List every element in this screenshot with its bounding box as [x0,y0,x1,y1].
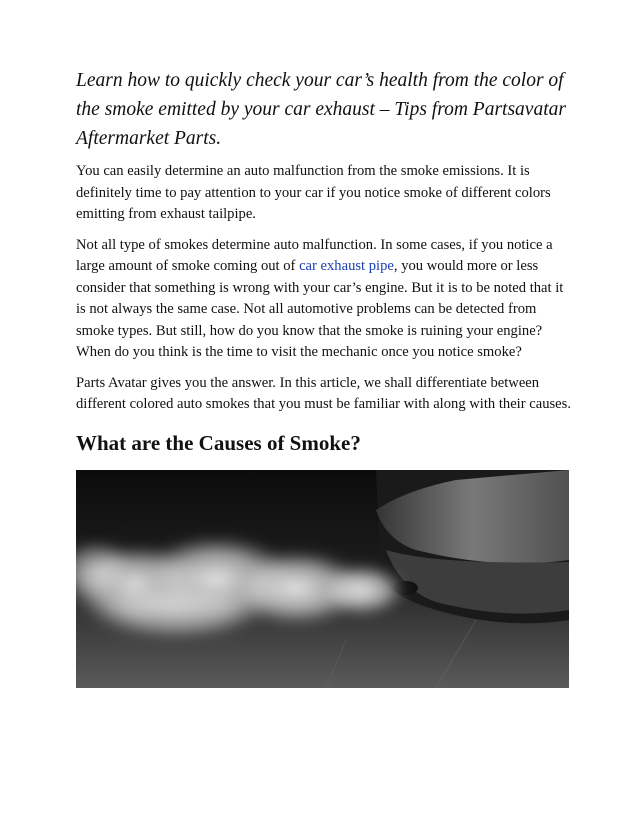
paragraph-3: Parts Avatar gives you the answer. In this article, we shall differentiate between different colored auto smokes that you must be familiar with along with their causes. [76,374,571,412]
exhaust-smoke-image [76,470,569,688]
exhaust-smoke-photo [76,470,569,688]
paragraph-2-text-before: Not all type of smokes determine auto malfunction. In some cases, if you notice a large amount of smoke coming out of [76,236,553,274]
article-body [76,66,574,456]
paragraph-1: You can easily determine an auto malfunction from the smoke emissions. It is definitely time to pay attention to your car if you notice smoke of different colors emitting from exhaust tailpipe. [76,163,551,222]
paragraph-2-text-after: , you would more or less consider that something is wrong with your car’s engine. But it is to be noted that it is not always the same case. Not all automotive problems can be detected from smoke types. But still, how do you know that the smoke is ruining your engine? When do you think is the time to visit the mechanic once you notice smoke? [76,258,564,360]
car-exhaust-pipe-link[interactable]: car exhaust pipe [299,258,394,274]
intro-text: Learn how to quickly check your car’s health from the color of the smoke emitted by your car exhaust – Tips from Partsavatar Aftermarket Parts. [76,70,566,149]
section-heading: What are the Causes of Smoke? [76,430,361,455]
paragraph-2 [76,235,574,364]
